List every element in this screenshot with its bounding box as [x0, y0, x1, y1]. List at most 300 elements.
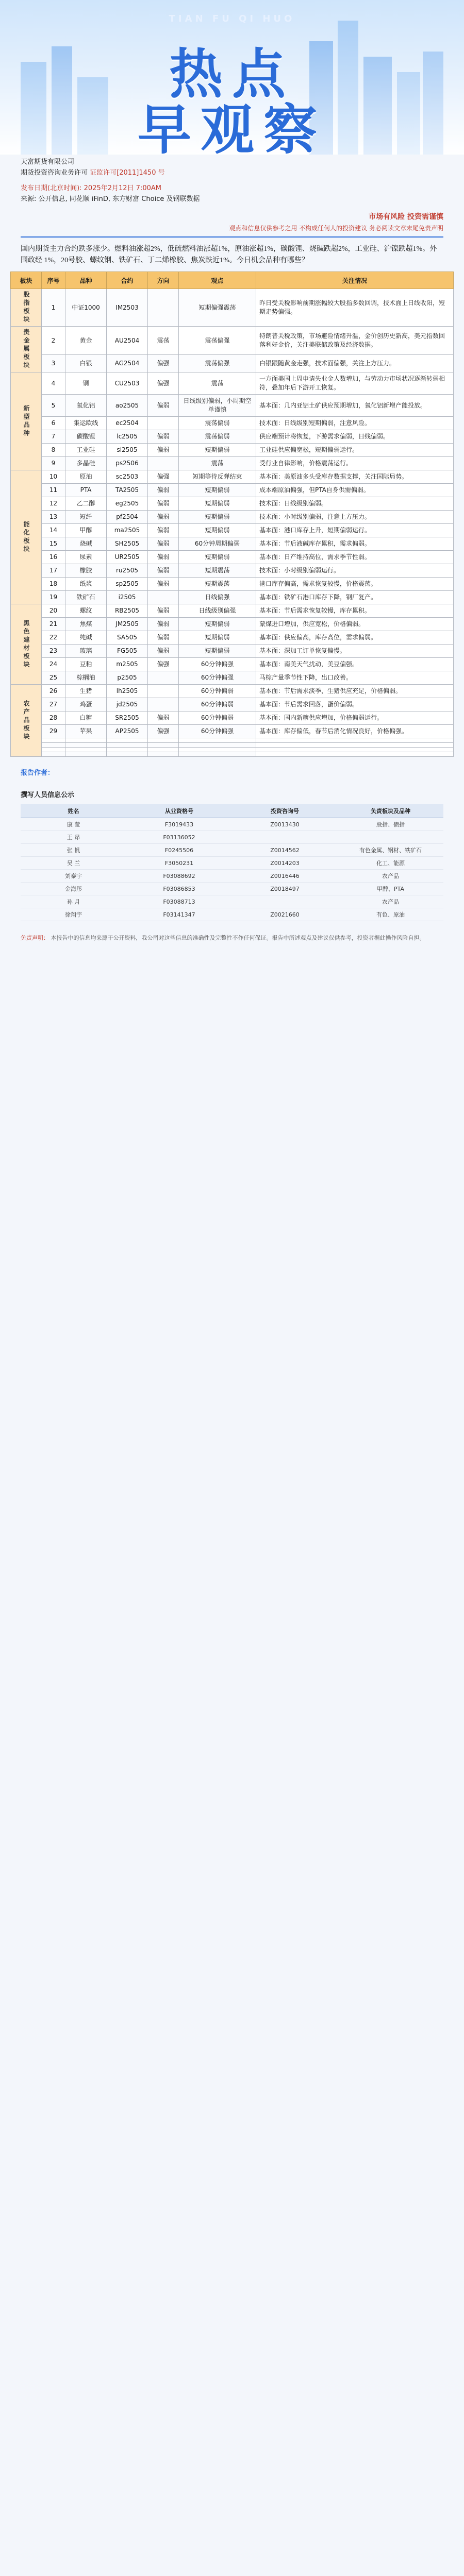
- contract-cell: m2505: [107, 658, 148, 671]
- staff-row: [21, 895, 443, 908]
- table-row: [11, 752, 454, 757]
- table-row: [11, 511, 454, 524]
- focus-cell: 基本面：国内新糖供应增加，价格偏弱运行。: [256, 711, 454, 725]
- table-row: [11, 564, 454, 578]
- product-cell: 碳酸锂: [65, 430, 107, 444]
- staff-table: [21, 804, 443, 921]
- table-row: [11, 738, 454, 743]
- direction-cell: 偏弱: [148, 430, 179, 444]
- direction-cell: [148, 417, 179, 430]
- staff-advisory: Z0021660: [232, 908, 338, 921]
- direction-cell: 偏强: [148, 470, 179, 484]
- view-cell: 60分钟偏弱: [179, 698, 256, 711]
- table-row: [11, 578, 454, 591]
- product-cell: 白银: [65, 355, 107, 372]
- view-cell: 震荡偏强: [179, 355, 256, 372]
- contract-cell: pf2504: [107, 511, 148, 524]
- view-cell: 60分钟偏弱: [179, 711, 256, 725]
- direction-cell: 震荡: [148, 327, 179, 355]
- staff-scope: 化工、能源: [338, 857, 443, 870]
- disclaimer-body: 本报告中的信息均来源于公开资料，我公司对这些信息的准确性及完整性不作任何保证。报告中所述观点及建议仅供参考，投资者据此操作风险自担。: [51, 935, 425, 941]
- table-row: [11, 444, 454, 457]
- focus-cell: 技术面：日线级别短期偏弱，注意风险。: [256, 417, 454, 430]
- product-cell: 集运欧线: [65, 417, 107, 430]
- view-cell: 短期等待反弹结束: [179, 470, 256, 484]
- contract-cell: ec2504: [107, 417, 148, 430]
- direction-cell: 偏弱: [148, 645, 179, 658]
- index-cell: 19: [42, 591, 65, 604]
- product-cell: 多晶硅: [65, 457, 107, 470]
- focus-cell: 基本面：深加工订单恢复偏慢。: [256, 645, 454, 658]
- index-cell: [42, 743, 65, 748]
- staff-qualification: F03088692: [126, 870, 232, 883]
- staff-name: 刘泰宇: [21, 870, 126, 883]
- index-cell: 4: [42, 372, 65, 395]
- table-row: [11, 631, 454, 645]
- index-cell: 17: [42, 564, 65, 578]
- table-row: [11, 591, 454, 604]
- focus-cell: 特朗普关税政策，市场避险情绪升温，金价创历史新高，美元指数回落利好金价，关注美联储政策及经济数据。: [256, 327, 454, 355]
- view-cell: [179, 738, 256, 743]
- product-cell: 短纤: [65, 511, 107, 524]
- index-cell: 14: [42, 524, 65, 537]
- view-cell: 震荡偏弱: [179, 430, 256, 444]
- staff-body: [21, 818, 443, 921]
- direction-cell: 偏弱: [148, 551, 179, 564]
- contract-cell: ps2506: [107, 457, 148, 470]
- table-row: [11, 470, 454, 484]
- index-cell: 6: [42, 417, 65, 430]
- staff-scope: [338, 831, 443, 844]
- index-cell: 3: [42, 355, 65, 372]
- table-row: [11, 671, 454, 685]
- view-cell: 短期偏弱: [179, 444, 256, 457]
- index-cell: 28: [42, 711, 65, 725]
- staff-header-scope: 负责板块及品种: [338, 804, 443, 818]
- product-cell: 纸浆: [65, 578, 107, 591]
- contract-cell: SA505: [107, 631, 148, 645]
- header-direction: 方向: [148, 272, 179, 289]
- staff-qualification: F03086853: [126, 883, 232, 895]
- product-cell: 棕榈油: [65, 671, 107, 685]
- staff-advisory: Z0018497: [232, 883, 338, 895]
- focus-cell: 一方面美国上周申请失业金人数增加，与劳动力市场状况逐渐转弱相符，叠加年后下游开工恢复。: [256, 372, 454, 395]
- publish-date: 发布日期(北京时间): 2025年2月12日 7:00AM: [21, 184, 161, 192]
- table-row: [11, 355, 454, 372]
- view-cell: 短期偏强震荡: [179, 289, 256, 327]
- table-row: [11, 711, 454, 725]
- focus-cell: [256, 752, 454, 757]
- table-row: [11, 497, 454, 511]
- direction-cell: [148, 743, 179, 748]
- focus-cell: 基本面：节后需求淡季，生猪供应充足，价格偏弱。: [256, 685, 454, 698]
- view-cell: 60分钟偏弱: [179, 685, 256, 698]
- table-row: [11, 658, 454, 671]
- header-sector: 板块: [11, 272, 42, 289]
- direction-cell: [148, 289, 179, 327]
- staff-name: 吴 兰: [21, 857, 126, 870]
- contract-cell: si2505: [107, 444, 148, 457]
- direction-cell: 偏弱: [148, 631, 179, 645]
- index-cell: [42, 738, 65, 743]
- index-cell: 9: [42, 457, 65, 470]
- focus-cell: 基本面：铁矿石港口库存下降，钢厂复产。: [256, 591, 454, 604]
- index-cell: [42, 752, 65, 757]
- focus-cell: 基本面：南美天气扰动，美豆偏强。: [256, 658, 454, 671]
- table-header-row: [11, 272, 454, 289]
- product-cell: 螺纹: [65, 604, 107, 618]
- sector-cell: 黑色建材板块: [11, 604, 42, 685]
- direction-cell: [148, 591, 179, 604]
- direction-cell: 偏弱: [148, 578, 179, 591]
- index-cell: 2: [42, 327, 65, 355]
- contract-cell: sc2503: [107, 470, 148, 484]
- product-cell: 生猪: [65, 685, 107, 698]
- org-info: [0, 155, 464, 178]
- table-row: [11, 725, 454, 738]
- focus-cell: 昨日受关税影响前期涨幅较大股指多数回调，技术面上日线收阳，短期走势偏强。: [256, 289, 454, 327]
- view-cell: 短期震荡: [179, 578, 256, 591]
- product-cell: 尿素: [65, 551, 107, 564]
- product-cell: 橡胶: [65, 564, 107, 578]
- focus-cell: 基本面：日产维持高位，需求季节性弱。: [256, 551, 454, 564]
- focus-cell: [256, 743, 454, 748]
- view-cell: 震荡偏强: [179, 327, 256, 355]
- focus-cell: 白银跟随黄金走强，技术面偏强，关注上方压力。: [256, 355, 454, 372]
- view-cell: 60分钟偏强: [179, 671, 256, 685]
- divider: [21, 236, 443, 238]
- title-line-2: 早观察: [137, 98, 326, 155]
- view-cell: 日线级别偏弱，小周期空单谨慎: [179, 395, 256, 417]
- staff-scope: 股指、债指: [338, 818, 443, 831]
- staff-row: [21, 818, 443, 831]
- staff-scope: 甲醇、PTA: [338, 883, 443, 895]
- staff-advisory: Z0013430: [232, 818, 338, 831]
- staff-qualification: F03088713: [126, 895, 232, 908]
- focus-cell: 成本端原油偏强，但PTA自身供需偏弱。: [256, 484, 454, 497]
- table-row: [11, 685, 454, 698]
- direction-cell: 偏强: [148, 725, 179, 738]
- product-cell: 豆粕: [65, 658, 107, 671]
- view-cell: 短期偏弱: [179, 631, 256, 645]
- index-cell: 16: [42, 551, 65, 564]
- index-cell: 23: [42, 645, 65, 658]
- direction-cell: 偏弱: [148, 497, 179, 511]
- header-focus: 关注情况: [256, 272, 454, 289]
- product-cell: [65, 738, 107, 743]
- table-row: [11, 743, 454, 748]
- view-cell: [179, 743, 256, 748]
- table-row: [11, 457, 454, 470]
- top-disclaimer: 观点和信息仅供参考之用 不构成任何人的投资建议 务必阅读文章末尾免责声明: [229, 225, 443, 232]
- staff-advisory: Z0014203: [232, 857, 338, 870]
- direction-cell: [148, 748, 179, 752]
- staff-scope: 有色、原油: [338, 908, 443, 921]
- sector-cell: 新型品种: [11, 372, 42, 470]
- table-row: [11, 484, 454, 497]
- index-cell: 29: [42, 725, 65, 738]
- staff-qualification: F03136052: [126, 831, 232, 844]
- direction-cell: 偏弱: [148, 711, 179, 725]
- staff-advisory: [232, 831, 338, 844]
- direction-cell: 偏弱: [148, 484, 179, 497]
- staff-name: 孙 月: [21, 895, 126, 908]
- view-cell: 60分钟偏强: [179, 725, 256, 738]
- staff-scope: 农产品: [338, 895, 443, 908]
- view-cell: 震荡偏弱: [179, 417, 256, 430]
- focus-cell: 基本面：供应偏高，库存高位，需求偏弱。: [256, 631, 454, 645]
- focus-cell: 工业硅供应偏宽松，短期偏弱运行。: [256, 444, 454, 457]
- direction-cell: 偏弱: [148, 604, 179, 618]
- risk-notice: 市场有风险 投资需谨慎: [369, 213, 443, 221]
- index-cell: 25: [42, 671, 65, 685]
- focus-cell: 基本面：美原油多头受库存数据支撑，关注国际局势。: [256, 470, 454, 484]
- focus-cell: 受行业自律影响，价格震荡运行。: [256, 457, 454, 470]
- direction-cell: 偏强: [148, 355, 179, 372]
- index-cell: 11: [42, 484, 65, 497]
- product-cell: 白糖: [65, 711, 107, 725]
- staff-name: 张 帆: [21, 844, 126, 857]
- market-intro: 国内期货主力合约跌多涨少。燃料油涨超2%，低硫燃料油涨超1%，原油涨超1%，碳酸锂、烧碱跌超2%，工业硅、沪镍跌超1%。外围政经 1%，20号胶、螺纹钢、铁矿石、丁二烯橡胶、焦炭跌近1%。今日机会品种有哪些？: [21, 245, 437, 264]
- focus-cell: 基本面：几内亚铝土矿供应预期增加，氧化铝新增产能投放。: [256, 395, 454, 417]
- product-cell: 中证1000: [65, 289, 107, 327]
- view-cell: 60分钟周期偏弱: [179, 537, 256, 551]
- table-row: [11, 372, 454, 395]
- view-cell: [179, 748, 256, 752]
- contract-cell: [107, 752, 148, 757]
- view-cell: 震荡: [179, 457, 256, 470]
- focus-cell: 基本面：港口库存上升，短期偏弱运行。: [256, 524, 454, 537]
- index-cell: 13: [42, 511, 65, 524]
- direction-cell: 偏弱: [148, 618, 179, 631]
- staff-name: 王 昂: [21, 831, 126, 844]
- view-cell: 短期偏弱: [179, 645, 256, 658]
- index-cell: 26: [42, 685, 65, 698]
- focus-cell: 蒙煤进口增加，供应宽松，价格偏弱。: [256, 618, 454, 631]
- focus-cell: 基本面：库存偏低，春节后消化情况良好，价格偏强。: [256, 725, 454, 738]
- contract-cell: ru2505: [107, 564, 148, 578]
- contract-cell: JM2505: [107, 618, 148, 631]
- focus-cell: 基本面：节后需求恢复较慢，库存累积。: [256, 604, 454, 618]
- product-cell: PTA: [65, 484, 107, 497]
- direction-cell: 偏弱: [148, 444, 179, 457]
- focus-cell: 基本面：节后需求回落，蛋价偏弱。: [256, 698, 454, 711]
- disclaimer-head: 免责声明：: [21, 935, 49, 941]
- direction-cell: [148, 698, 179, 711]
- contract-cell: CU2503: [107, 372, 148, 395]
- direction-cell: 偏强: [148, 372, 179, 395]
- contract-cell: i2505: [107, 591, 148, 604]
- product-cell: 苹果: [65, 725, 107, 738]
- company-name: 天富期货有限公司: [21, 158, 75, 166]
- contract-cell: AP2505: [107, 725, 148, 738]
- focus-cell: 马棕产量季节性下降，出口改善。: [256, 671, 454, 685]
- staff-row: [21, 908, 443, 921]
- view-cell: 短期偏弱: [179, 551, 256, 564]
- product-cell: 焦煤: [65, 618, 107, 631]
- contract-cell: lh2505: [107, 685, 148, 698]
- index-cell: 8: [42, 444, 65, 457]
- title-line-1: 热点: [169, 43, 295, 106]
- index-cell: 20: [42, 604, 65, 618]
- product-cell: 铁矿石: [65, 591, 107, 604]
- index-cell: 12: [42, 497, 65, 511]
- staff-row: [21, 844, 443, 857]
- contract-cell: eg2505: [107, 497, 148, 511]
- staff-header-qual: 从业资格号: [126, 804, 232, 818]
- view-cell: 短期震荡: [179, 564, 256, 578]
- index-cell: [42, 748, 65, 752]
- index-cell: 10: [42, 470, 65, 484]
- contract-cell: IM2503: [107, 289, 148, 327]
- staff-header-adv: 投资咨询号: [232, 804, 338, 818]
- report-author-label: 报告作者：: [21, 769, 55, 777]
- direction-cell: 偏弱: [148, 395, 179, 417]
- contract-cell: [107, 748, 148, 752]
- focus-cell: 港口库存偏高，需求恢复较慢，价格震荡。: [256, 578, 454, 591]
- brand-pinyin: TIAN FU QI HUO: [169, 13, 295, 24]
- table-row: [11, 524, 454, 537]
- focus-cell: 供应端预计将恢复，下游需求偏弱，日线偏弱。: [256, 430, 454, 444]
- staff-advisory: Z0016446: [232, 870, 338, 883]
- index-cell: 1: [42, 289, 65, 327]
- staff-scope: 有色金属、钢材、铁矿石: [338, 844, 443, 857]
- view-cell: 短期偏弱: [179, 497, 256, 511]
- product-cell: 铜: [65, 372, 107, 395]
- sector-cell: 股指板块: [11, 289, 42, 327]
- direction-cell: 偏强: [148, 658, 179, 671]
- product-cell: 玻璃: [65, 645, 107, 658]
- index-cell: 5: [42, 395, 65, 417]
- sector-cell: 农产品板块: [11, 685, 42, 757]
- product-cell: [65, 743, 107, 748]
- license-line: [21, 167, 443, 178]
- focus-cell: 技术面：小时级别偏弱运行。: [256, 564, 454, 578]
- index-cell: 7: [42, 430, 65, 444]
- view-cell: 日线偏强: [179, 591, 256, 604]
- direction-cell: 偏弱: [148, 564, 179, 578]
- contract-cell: AG2504: [107, 355, 148, 372]
- table-row: [11, 645, 454, 658]
- focus-cell: [256, 748, 454, 752]
- staff-row: [21, 870, 443, 883]
- hero-banner: [0, 0, 464, 155]
- staff-name: 徐翔宇: [21, 908, 126, 921]
- staff-row: [21, 883, 443, 895]
- view-cell: 短期偏弱: [179, 511, 256, 524]
- table-row: [11, 289, 454, 327]
- focus-cell: 基本面：节后液碱库存累积，需求偏弱。: [256, 537, 454, 551]
- focus-cell: [256, 738, 454, 743]
- contract-cell: SH2505: [107, 537, 148, 551]
- view-cell: 60分钟偏强: [179, 658, 256, 671]
- contract-cell: FG505: [107, 645, 148, 658]
- focus-cell: 技术面：日线级别偏弱。: [256, 497, 454, 511]
- view-cell: 日线级别偏强: [179, 604, 256, 618]
- table-row: [11, 698, 454, 711]
- product-cell: [65, 748, 107, 752]
- header-view: 观点: [179, 272, 256, 289]
- view-cell: 短期偏弱: [179, 618, 256, 631]
- staff-name: 康 莹: [21, 818, 126, 831]
- product-cell: 原油: [65, 470, 107, 484]
- direction-cell: [148, 752, 179, 757]
- license-prefix: 期货投资咨询业务许可: [21, 169, 88, 177]
- staff-advisory: [232, 895, 338, 908]
- contract-cell: ma2505: [107, 524, 148, 537]
- header-product: 品种: [65, 272, 107, 289]
- contract-cell: RB2505: [107, 604, 148, 618]
- staff-header-name: 姓名: [21, 804, 126, 818]
- product-cell: 纯碱: [65, 631, 107, 645]
- contract-cell: lc2505: [107, 430, 148, 444]
- table-row: [11, 748, 454, 752]
- table-row: [11, 430, 454, 444]
- header-index: 序号: [42, 272, 65, 289]
- sector-cell: 能化板块: [11, 470, 42, 604]
- index-cell: 27: [42, 698, 65, 711]
- data-source: 来源: 公开信息, 同花顺 iFinD, 东方财富 Choice 及钢联数据: [21, 195, 200, 203]
- staff-qualification: F0245506: [126, 844, 232, 857]
- view-cell: [179, 752, 256, 757]
- direction-cell: 偏弱: [148, 511, 179, 524]
- contract-cell: UR2505: [107, 551, 148, 564]
- product-cell: [65, 752, 107, 757]
- sector-cell: 贵金属板块: [11, 327, 42, 372]
- view-cell: 短期偏弱: [179, 524, 256, 537]
- staff-scope: 农产品: [338, 870, 443, 883]
- table-row: [11, 537, 454, 551]
- opportunity-table: [10, 272, 454, 757]
- staff-qualification: F3019433: [126, 818, 232, 831]
- product-cell: 黄金: [65, 327, 107, 355]
- staff-row: [21, 857, 443, 870]
- direction-cell: [148, 671, 179, 685]
- staff-title: 撰写人员信息公示: [21, 791, 75, 799]
- index-cell: 15: [42, 537, 65, 551]
- focus-cell: 技术面：小时级别偏弱，注意上方压力。: [256, 511, 454, 524]
- contract-cell: AU2504: [107, 327, 148, 355]
- view-cell: 短期偏弱: [179, 484, 256, 497]
- product-cell: 甲醇: [65, 524, 107, 537]
- license-number: 证监许可[2011]1450 号: [90, 169, 165, 177]
- table-body: [11, 289, 454, 757]
- contract-cell: [107, 743, 148, 748]
- contract-cell: p2505: [107, 671, 148, 685]
- direction-cell: 偏弱: [148, 524, 179, 537]
- index-cell: 24: [42, 658, 65, 671]
- product-cell: 氧化铝: [65, 395, 107, 417]
- staff-advisory: Z0014562: [232, 844, 338, 857]
- contract-cell: ao2505: [107, 395, 148, 417]
- product-cell: 烧碱: [65, 537, 107, 551]
- table-row: [11, 551, 454, 564]
- table-row: [11, 618, 454, 631]
- index-cell: 18: [42, 578, 65, 591]
- view-cell: 震荡: [179, 372, 256, 395]
- staff-row: [21, 831, 443, 844]
- header-contract: 合约: [107, 272, 148, 289]
- table-row: [11, 604, 454, 618]
- direction-cell: [148, 738, 179, 743]
- staff-name: 金海彤: [21, 883, 126, 895]
- contract-cell: jd2505: [107, 698, 148, 711]
- contract-cell: SR2505: [107, 711, 148, 725]
- direction-cell: [148, 457, 179, 470]
- direction-cell: 偏弱: [148, 537, 179, 551]
- staff-qualification: F03141347: [126, 908, 232, 921]
- bottom-disclaimer: [21, 934, 443, 943]
